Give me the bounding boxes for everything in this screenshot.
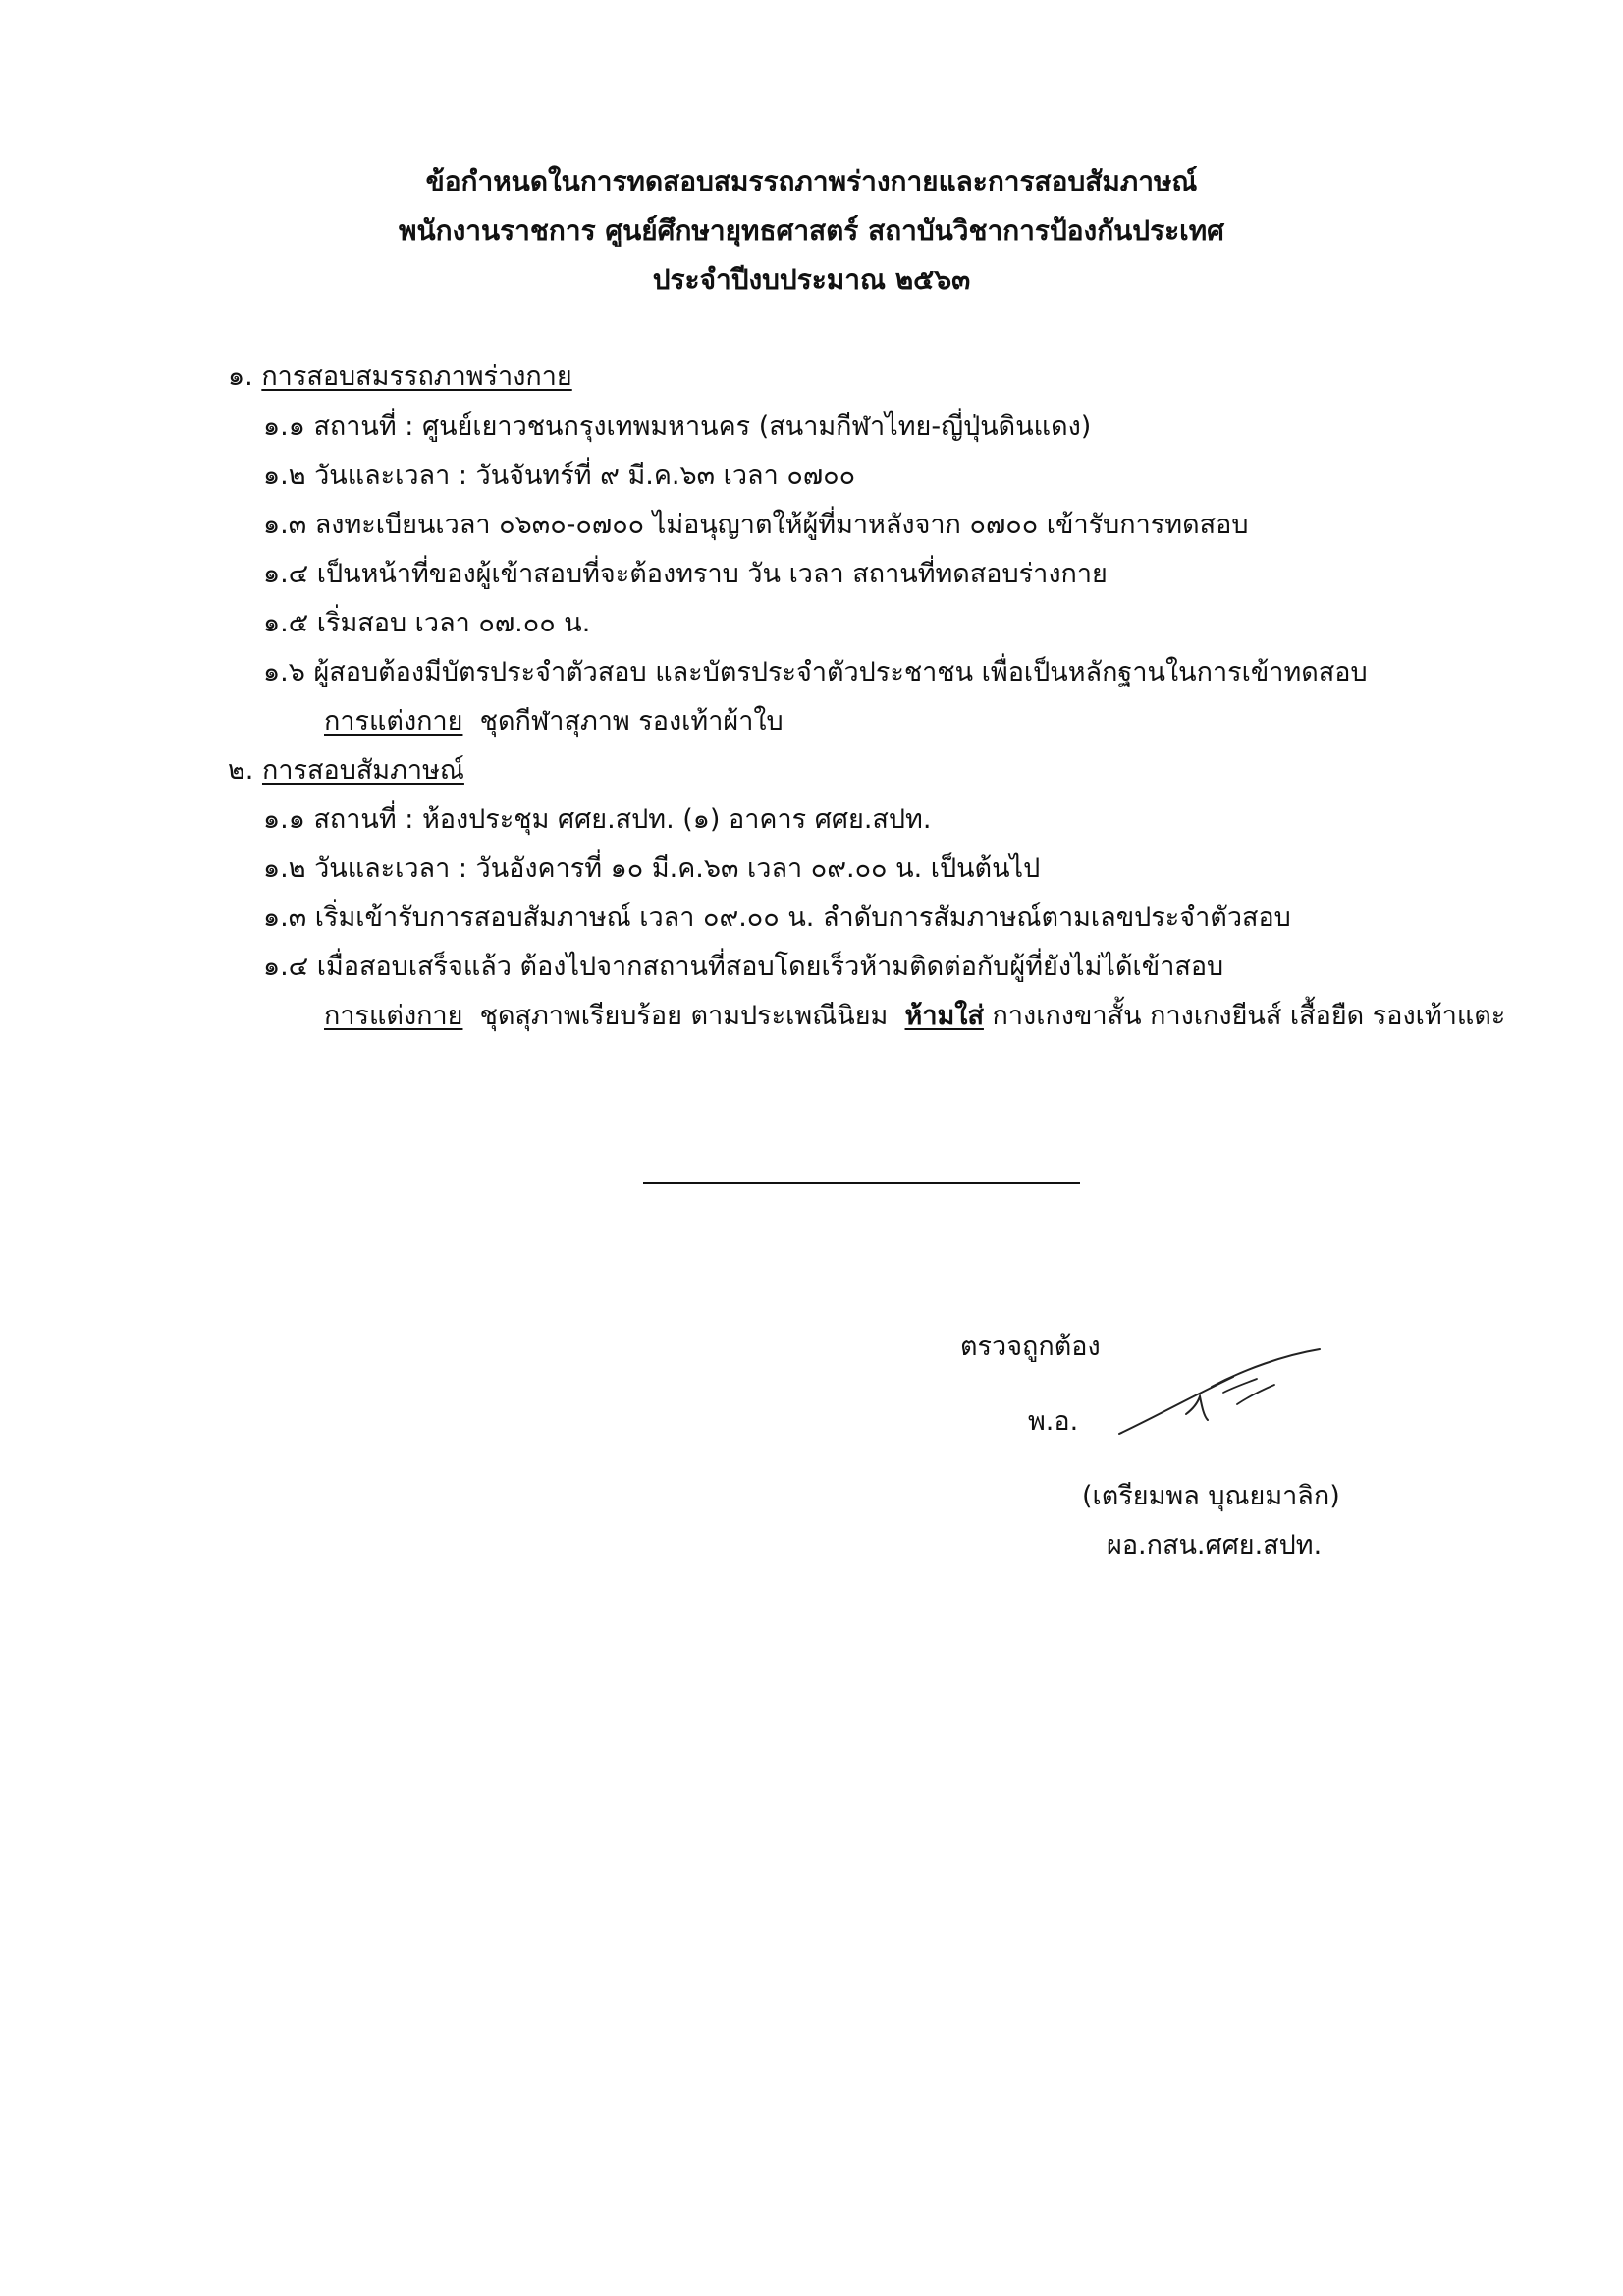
section2-item-2: ๑.๒ วันและเวลา : วันอังคารที่ ๑๐ มี.ค.๖๓ เวลา ๐๙.๐๐ น. เป็นต้นไป xyxy=(263,853,1041,884)
section2-item-3: ๑.๓ เริ่มเข้ารับการสอบสัมภาษณ์ เวลา ๐๙.๐๐ น. ลำดับการสัมภาษณ์ตามเลขประจำตัวสอบ xyxy=(263,902,1291,933)
section1-heading xyxy=(228,361,572,393)
section2-dress-text: ชุดสุภาพเรียบร้อย ตามประเพณีนิยม xyxy=(479,1001,889,1031)
section1-item-2: ๑.๒ วันและเวลา : วันจันทร์ที่ ๙ มี.ค.๖๓ เวลา ๐๗๐๐ xyxy=(263,461,856,491)
section1-title: การสอบสมรรถภาพร่างกาย xyxy=(261,361,572,392)
section1-item-5: ๑.๕ เริ่มสอบ เวลา ๐๗.๐๐ น. xyxy=(263,608,591,638)
title-line-2: พนักงานราชการ ศูนย์ศึกษายุทธศาสตร์ สถาบันวิชาการป้องกันประเทศ xyxy=(399,214,1224,246)
section2-prohibit-text: กางเกงขาสั้น กางเกงยีนส์ เสื้อยืด รองเท้าแตะ xyxy=(992,1001,1506,1031)
section2-item-1: ๑.๑ สถานที่ : ห้องประชุม ศศย.สปท. (๑) อาคาร ศศย.สปท. xyxy=(263,804,932,835)
section2-title: การสอบสัมภาษณ์ xyxy=(261,755,464,786)
section2-dress-label: การแต่งกาย xyxy=(324,1001,463,1031)
title-line-1: ข้อกำหนดในการทดสอบสมรรถภาพร่างกายและการสอบสัมภาษณ์ xyxy=(425,165,1198,197)
section2-heading xyxy=(228,755,464,787)
section2-number: ๒. xyxy=(228,755,254,786)
section1-dress-text: ชุดกีฬาสุภาพ รองเท้าผ้าใบ xyxy=(479,706,784,737)
separator-line xyxy=(643,1182,1080,1184)
verified-label: ตรวจถูกต้อง xyxy=(960,1332,1101,1362)
signer-position: ผอ.กสน.ศศย.สปท. xyxy=(1107,1530,1323,1560)
signer-name: (เตรียมพล บุณยมาลิก) xyxy=(1082,1481,1340,1511)
section2-dress xyxy=(324,1001,1505,1032)
section1-item-4: ๑.๔ เป็นหน้าที่ของผู้เข้าสอบที่จะต้องทราบ วัน เวลา สถานที่ทดสอบร่างกาย xyxy=(263,559,1108,589)
section1-dress-label: การแต่งกาย xyxy=(324,706,463,737)
section1-number: ๑. xyxy=(228,361,253,392)
section1-item-1: ๑.๑ สถานที่ : ศูนย์เยาวชนกรุงเทพมหานคร (สนามกีฬาไทย-ญี่ปุ่นดินแดง) xyxy=(263,411,1092,442)
section1-item-3: ๑.๓ ลงทะเบียนเวลา ๐๖๓๐-๐๗๐๐ ไม่อนุญาตให้ผู้ที่มาหลังจาก ๐๗๐๐ เข้ารับการทดสอบ xyxy=(263,510,1249,540)
section2-prohibit-label: ห้ามใส่ xyxy=(904,1001,984,1031)
section1-item-6: ๑.๖ ผู้สอบต้องมีบัตรประจำตัวสอบ และบัตรประจำตัวประชาชน เพื่อเป็นหลักฐานในการเข้าทดสอบ xyxy=(263,657,1368,687)
signer-rank: พ.อ. xyxy=(1028,1406,1079,1437)
section2-item-4: ๑.๔ เมื่อสอบเสร็จแล้ว ต้องไปจากสถานที่สอบโดยเร็วห้ามติดต่อกับผู้ที่ยังไม่ได้เข้าสอบ xyxy=(263,952,1224,982)
section1-dress xyxy=(324,706,784,738)
handwritten-signature xyxy=(1117,1347,1324,1436)
title-line-3: ประจำปีงบประมาณ ๒๕๖๓ xyxy=(652,263,971,296)
